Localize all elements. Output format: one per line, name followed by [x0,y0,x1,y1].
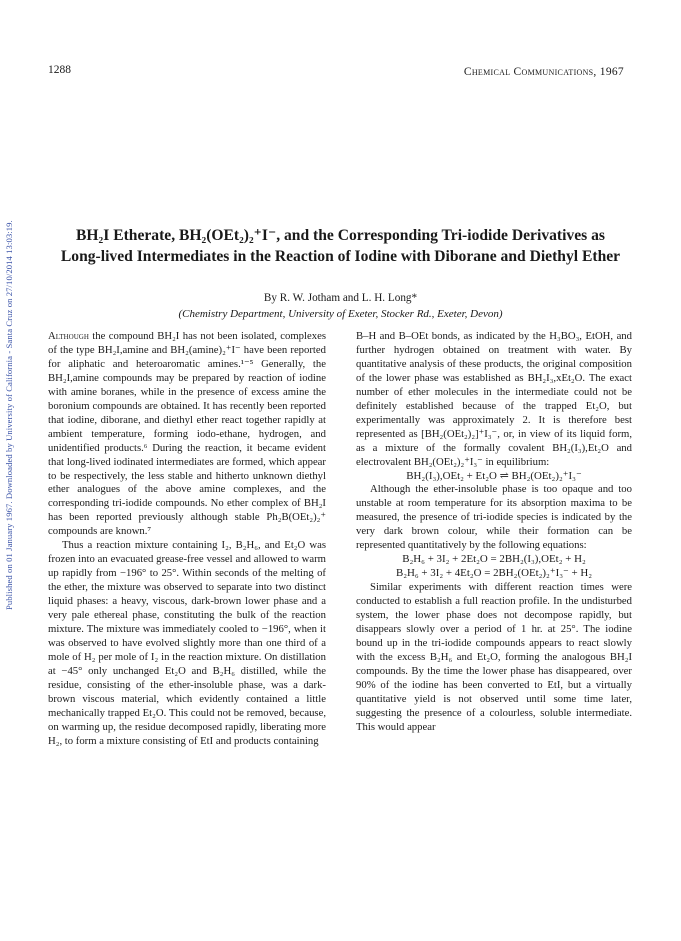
paragraph-procedure: Thus a reaction mixture containing I₂, B₂H₆, and Et₂O was frozen into an evacuated grease-free vessel and allowed to warm up rapidly from −196° to 25°. Within seconds of the melting of the ether, the mixture was observed to separate into two distinct liquid phases: a heavy, viscous, dark-brown lower phase and a very pale ethereal phase, constituting the bulk of the reaction mixture. The mixture was immediately cooled to −196°, when it was observed to have evolved slightly more than one third of a mole of H₂ per mole of I₂ in the reaction mixture. On distillation at −45° only unchanged Et₂O and B₂H₆ distilled, while the residue, consisting of the ether-insoluble phase, was a dark-brown viscous material, which evidently contained a little mechanically trapped Et₂O. This could not be removed, because, on warming up, the residue decomposed rapidly, liberating more H₂, to form a mixture consisting of EtI and products containing [48,539,326,747]
left-column [48,330,326,749]
paragraph-intro [48,330,326,539]
download-watermark: Published on 01 January 1967. Downloaded by University of California - Santa Cruz on 27/10/2014 13:03:19. [4,220,14,610]
article-title: BH₂I Etherate, BH₂(OEt₂)₂⁺I⁻, and the Corresponding Tri-iodide Derivatives as Long-lived Intermediates in the Reaction of Iodine with Diborane and Diethyl Ether [60,227,621,265]
lead-word: Although [48,330,89,342]
paragraph-analysis: B–H and B–OEt bonds, as indicated by the H₃BO₃, EtOH, and further hydrogen obtained on treatment with water. By quantitative analysis of these products, the original composition of the lower phase was established as BH₂I₃,xEt₂O. The exact number of ether molecules in the intermediate could not be definitely established because of the trapped Et₂O, but experimentally was approximately 2. It is therefore best represented as [BH₂(OEt₂)₂]⁺I₃⁻, or, in view of its liquid form, as a mixture of the formally covalent BH₂(I₃),Et₂O and electrovalent BH₂(OEt₂)₂⁺I₃⁻ in equilibrium: [356,330,632,468]
equation-equilibrium: BH₂(I₃),OEt₂ + Et₂O ⇌ BH₂(OEt₂)₂⁺I₃⁻ [406,469,582,482]
article-authors: By R. W. Jotham and L. H. Long* [263,292,418,304]
right-column [356,330,632,735]
paragraph-profile: Similar experiments with different reaction times were conducted to establish a full reaction profile. In the undisturbed system, the lower phase does not decompose rapidly, but disappears slowly over a period of 1 hr. at 25°. The iodine bound up in the tri-iodide compounds appears to react slowly with the excess B₂H₆ and Et₂O, forming the analogous BH₂I compounds. By the time the lower phase has disappeared, over 90% of the iodine has been converted to EtI, but a virtually quantitative yield is not observed until some time later, suggesting the presence of a colourless, soluble intermediate. This would appear [356,581,632,733]
journal-name: Chemical Communications, 1967 [463,66,624,78]
paragraph-intro-text: the compound BH₂I has not been isolated, complexes of the type BH₂I,amine and BH₂(amine)₂⁺I⁻ have been reported for aliphatic and heteroaromatic amines.¹⁻⁵ Generally, the BH₂I,amine compounds may be prepared by reaction of iodine with amine boranes, while in the presence of excess amine the boronium compounds are obtained. It has recently been reported that iodine, diborane, and diethyl ether react together rapidly at ambient temperature, forming iodo-ethane, hydrogen, and unidentified products.⁶ During the reaction, it became evident that long-lived iodinated intermediates are formed, which appear to be respectively, the less stable and hitherto unknown diethyl ether analogues of the above amine complexes, and the corresponding tri-iodide compounds. No ether complex of BH₂I has been reported previously although stable Ph₂B(OEt₂)₂⁺ compounds are known.⁷ [48,330,326,538]
equation-electrovalent: B₂H₆ + 3I₂ + 4Et₂O = 2BH₂(OEt₂)₂⁺I₃⁻ + H₂ [395,567,593,580]
equation-covalent: B₂H₆ + 3I₂ + 2Et₂O = 2BH₂(I₃),OEt₂ + H₂ [402,553,586,566]
paragraph-tri-iodide: Although the ether-insoluble phase is too opaque and too unstable at room temperature for its absorption maxima to be measured, the presence of tri-iodide species is indicated by the very dark brown colour, while their formation can be represented quantitatively by the following equations: [356,483,632,552]
page-number: 1288 [48,64,71,76]
article-affiliation: (Chemistry Department, University of Exeter, Stocker Rd., Exeter, Devon) [178,308,503,320]
